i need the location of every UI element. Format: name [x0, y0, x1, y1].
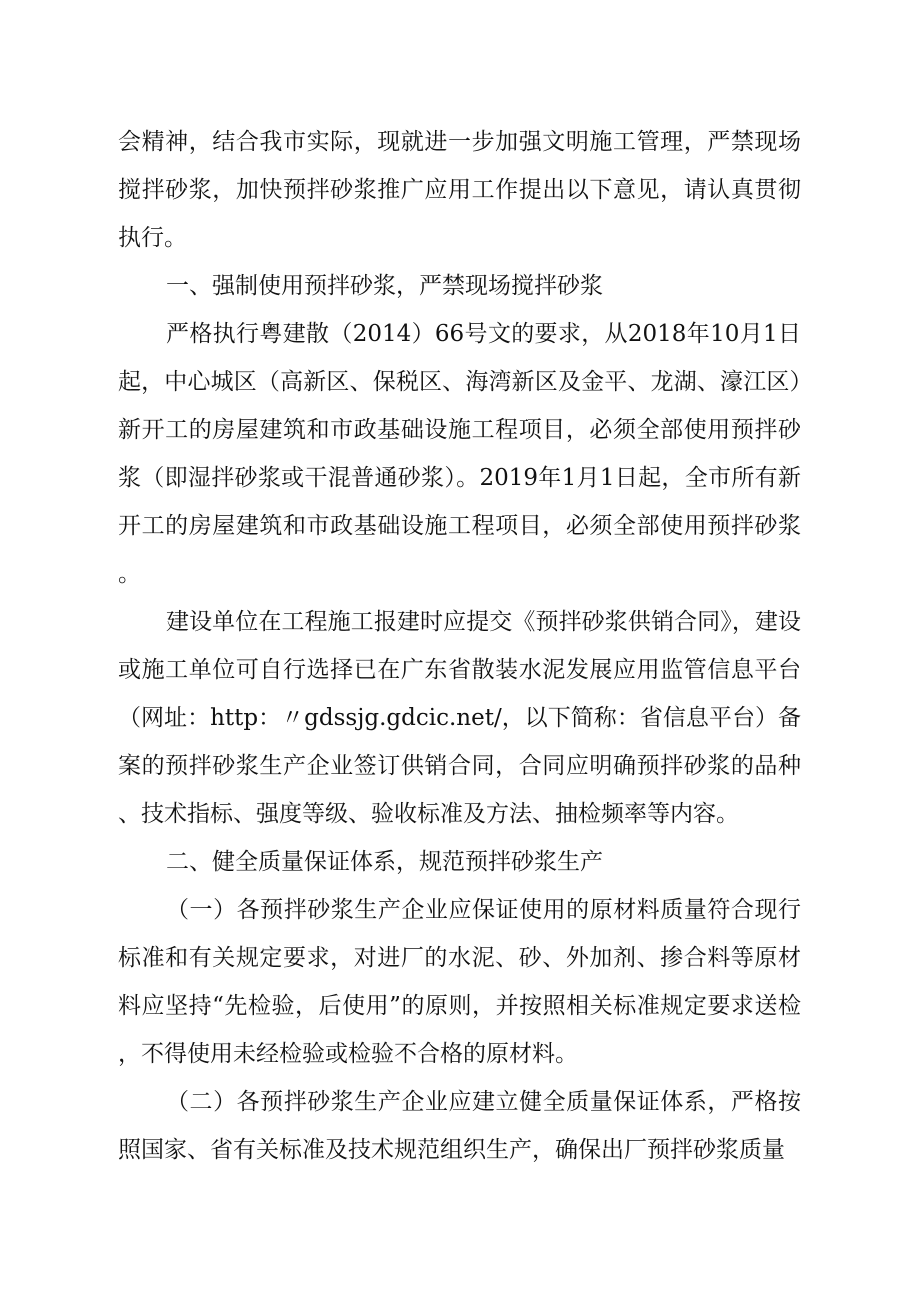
section-heading-1: 一、强制使用预拌砂浆，严禁现场搅拌砂浆 — [166, 273, 603, 299]
paragraph-raw-materials: （一）各预拌砂浆生产企业应保证使用的原材料质量符合现行标准和有关规定要求，对进厂的水泥、砂、外加剂、掺合料等原材料应坚持“先检验，后使用”的原则，并按照相关标准规定要求送检，不得使用未经检验或检验不合格的原材料。 — [118, 897, 801, 1067]
document-body — [118, 118, 801, 1174]
paragraph-contract: 建设单位在工程施工报建时应提交《预拌砂浆供销合同》，建设或施工单位可自行选择已在广东省散装水泥发展应用监管信息平台（网址：http：〃gdssjg.gdcic.net/，以下简称：省信息平台）备案的预拌砂浆生产企业签订供销合同，合同应明确预拌砂浆的品种、技术指标、强度等级、验收标准及方法、抽检频率等内容。 — [118, 609, 801, 827]
section-heading-2: 二、健全质量保证体系，规范预拌砂浆生产 — [166, 849, 603, 875]
paragraph-quality-system: （二）各预拌砂浆生产企业应建立健全质量保证体系，严格按照国家、省有关标准及技术规范组织生产，确保出厂预拌砂浆质量 — [118, 1089, 801, 1163]
intro-paragraph: 会精神，结合我市实际，现就进一步加强文明施工管理，严禁现场搅拌砂浆，加快预拌砂浆推广应用工作提出以下意见，请认真贯彻执行。 — [118, 129, 801, 251]
paragraph-deadline: 严格执行粤建散（2014）66号文的要求，从2018年10月1日起，中心城区（高新区、保税区、海湾新区及金平、龙湖、濠江区）新开工的房屋建筑和市政基础设施工程项目，必须全部使用预拌砂浆（即湿拌砂浆或干混普通砂浆）。2019年1月1日起，全市所有新开工的房屋建筑和市政基础设施工程项目，必须全部使用预拌砂浆。 — [118, 321, 801, 587]
